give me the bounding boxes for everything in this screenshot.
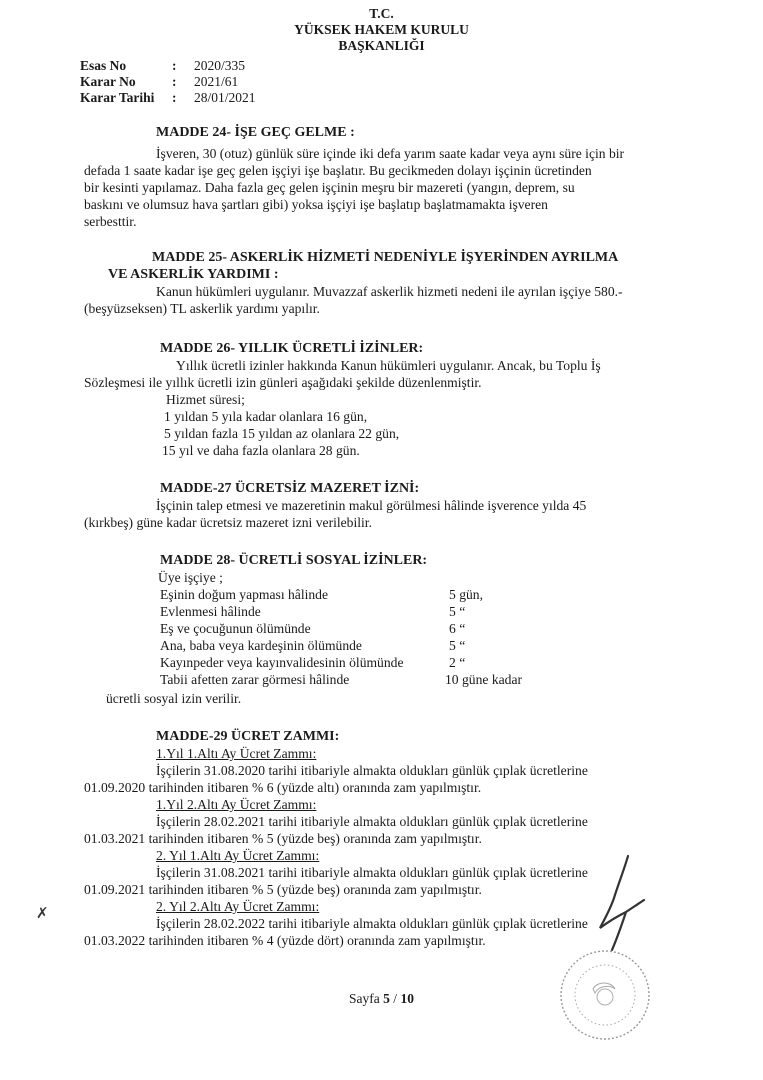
text-line: İşveren, 30 (otuz) günlük süre içinde iki defa yarım saate kadar veya aynı süre için bir [156, 146, 625, 161]
handwritten-signature [588, 850, 658, 960]
leave-reason: Eşinin doğum yapması hâlinde [160, 587, 329, 602]
text-line: İşçilerin 31.08.2020 tarihi itibariyle almakta oldukları günlük çıplak ücretlerine [156, 763, 588, 778]
page-label: Sayfa [349, 991, 384, 1006]
text-line: İşçilerin 28.02.2021 tarihi itibariyle almakta oldukları günlük çıplak ücretlerine [156, 814, 588, 829]
raise-period-heading: 1.Yıl 2.Altı Ay Ücret Zammı: [156, 797, 317, 812]
text-line: 01.03.2022 tarihinden itibaren % 4 (yüzde dört) oranında zam yapılmıştır. [84, 933, 486, 948]
article-24-title: MADDE 24- İŞE GEÇ GELME : [156, 125, 355, 140]
leave-days: 2 “ [449, 655, 466, 670]
header-line-institution: YÜKSEK HAKEM KURULU [294, 22, 469, 37]
meta-sep: : [172, 74, 177, 89]
text-line: 01.09.2020 tarihinden itibaren % 6 (yüzde altı) oranında zam yapılmıştır. [84, 780, 482, 795]
text-line: Hizmet süresi; [166, 392, 245, 407]
leave-days: 5 gün, [449, 587, 483, 602]
header-line-presidency: BAŞKANLIĞI [338, 38, 425, 53]
text-line: İşçilerin 31.08.2021 tarihi itibariyle almakta oldukları günlük çıplak ücretlerine [156, 865, 588, 880]
meta-key: Karar Tarihi [80, 90, 155, 105]
article-25-title-cont: VE ASKERLİK YARDIMI : [108, 267, 279, 282]
text-line: İşçilerin 28.02.2022 tarihi itibariyle almakta oldukları günlük çıplak ücretlerine [156, 916, 588, 931]
case-meta [80, 58, 256, 106]
leave-reason: Tabii afetten zarar görmesi hâlinde [160, 672, 350, 687]
article-27-title: MADDE-27 ÜCRETSİZ MAZERET İZNİ: [160, 481, 420, 496]
text-line: baskını ve olumsuz hava şartları gibi) yoksa işçiyi işe başlatıp başlatmamakta işveren [84, 197, 548, 212]
list-item [160, 603, 763, 620]
text-line: İşçinin talep etmesi ve mazeretinin makul görülmesi hâlinde işverence yılda 45 [156, 498, 587, 513]
list-item [160, 637, 763, 654]
list-item [160, 671, 763, 688]
article-25 [84, 249, 688, 317]
leave-reason: Kayınpeder veya kayınvalidesinin ölümünde [160, 655, 404, 670]
text-line: 1 yıldan 5 yıla kadar olanlara 16 gün, [164, 409, 368, 424]
text-line: Üye işçiye ; [158, 570, 223, 585]
raise-period-heading: 2. Yıl 1.Altı Ay Ücret Zammı: [156, 848, 320, 863]
leave-days: 5 “ [449, 604, 466, 619]
text-line: 5 yıldan fazla 15 yıldan az olanlara 22 gün, [164, 426, 400, 441]
text-line: (kırkbeş) güne kadar ücretsiz mazeret izni verilebilir. [84, 515, 372, 530]
text-line: (beşyüzseksen) TL askerlik yardımı yapılır. [84, 301, 320, 316]
article-29-title: MADDE-29 ÜCRET ZAMMI: [156, 729, 340, 744]
article-28 [84, 552, 688, 707]
leave-days: 10 güne kadar [445, 672, 523, 687]
meta-sep: : [172, 58, 177, 73]
leave-days: 6 “ [449, 621, 466, 636]
raise-period-heading: 2. Yıl 2.Altı Ay Ücret Zammı: [156, 899, 320, 914]
text-line: 01.03.2021 tarihinden itibaren % 5 (yüzde beş) oranında zam yapılmıştır. [84, 831, 482, 846]
page-separator: / [389, 991, 401, 1006]
meta-row-tarih [80, 90, 256, 106]
article-26 [84, 340, 688, 459]
raise-period-heading: 1.Yıl 1.Altı Ay Ücret Zammı: [156, 746, 317, 761]
page-footer [0, 990, 763, 1007]
article-26-title: MADDE 26- YILLIK ÜCRETLİ İZİNLER: [160, 341, 424, 356]
leave-reason: Ana, baba veya kardeşinin ölümünde [160, 638, 362, 653]
text-line: Yıllık ücretli izinler hakkında Kanun hükümleri uygulanır. Ancak, bu Toplu İş [176, 358, 601, 373]
text-line: 15 yıl ve daha fazla olanlara 28 gün. [162, 443, 360, 458]
leave-reason: Eş ve çocuğunun ölümünde [160, 621, 311, 636]
list-item [160, 620, 763, 637]
meta-value: 2020/335 [194, 58, 246, 73]
meta-sep: : [172, 90, 177, 105]
meta-value: 28/01/2021 [194, 90, 256, 105]
list-item [160, 586, 763, 603]
meta-key: Karar No [80, 74, 136, 89]
meta-value: 2021/61 [194, 74, 239, 89]
meta-key: Esas No [80, 58, 127, 73]
leave-reason: Evlenmesi hâlinde [160, 604, 261, 619]
meta-row-esas [80, 58, 256, 74]
article-28-title: MADDE 28- ÜCRETLİ SOSYAL İZİNLER: [160, 553, 428, 568]
total-page-number: 10 [400, 991, 414, 1006]
text-line: ücretli sosyal izin verilir. [106, 691, 242, 706]
current-page-number: 5 [383, 991, 390, 1006]
article-25-title: MADDE 25- ASKERLİK HİZMETİ NEDENİYLE İŞYERİNDEN AYRILMA [152, 250, 619, 265]
text-line: Kanun hükümleri uygulanır. Muvazzaf askerlik hizmeti nedeni ile ayrılan işçiye 580.- [156, 284, 623, 299]
article-27 [84, 480, 688, 531]
article-24 [84, 124, 688, 230]
meta-row-karar [80, 74, 256, 90]
text-line: 01.09.2021 tarihinden itibaren % 5 (yüzde beş) oranında zam yapılmıştır. [84, 882, 482, 897]
margin-mark-icon: ✗ [36, 906, 49, 922]
leave-days: 5 “ [449, 638, 466, 653]
text-line: defada 1 saate kadar işe geç gelen işçiyi işe başlatır. Bu gecikmeden dolayı işçinin ücretinden [84, 163, 592, 178]
document-header [0, 6, 763, 54]
text-line: bir kesinti yapılamaz. Daha fazla geç gelen işçinin meşru bir mazereti (yangın, deprem, su [84, 180, 575, 195]
text-line: serbesttir. [84, 214, 137, 229]
list-item [160, 654, 763, 671]
header-line-tc: T.C. [369, 6, 394, 21]
text-line: Sözleşmesi ile yıllık ücretli izin günleri aşağıdaki şekilde düzenlenmiştir. [84, 375, 482, 390]
social-leave-list [160, 586, 763, 688]
article-24-body [84, 145, 688, 230]
